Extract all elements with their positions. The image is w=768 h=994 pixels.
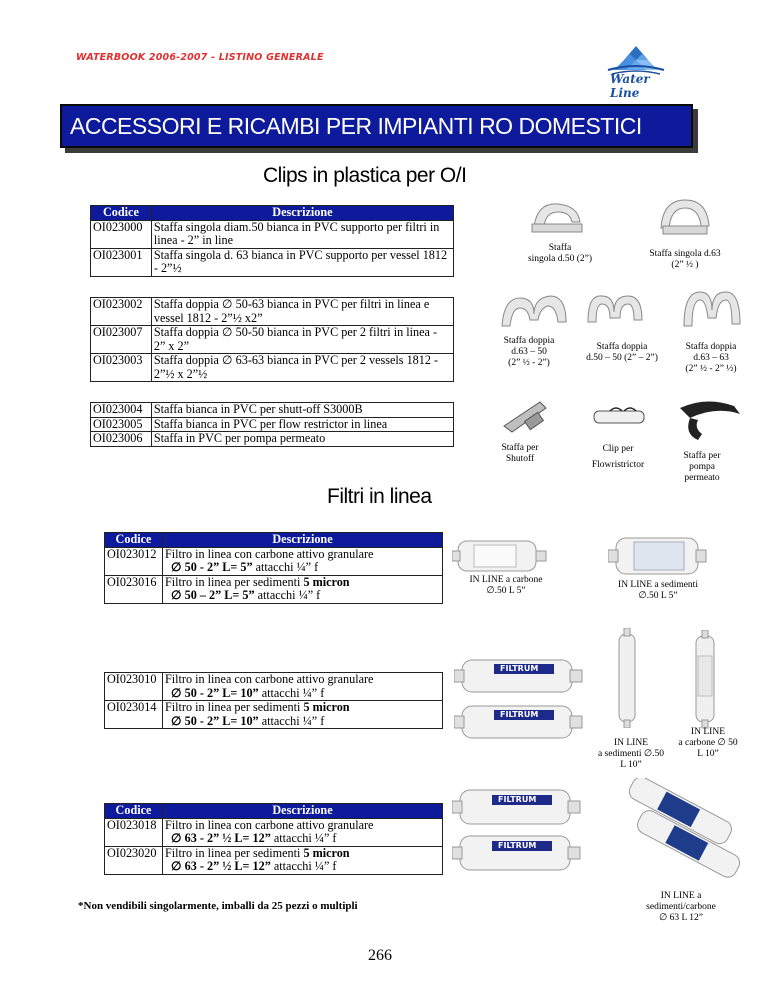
filter-brand-label: FILTRUM	[500, 664, 539, 673]
table-row	[105, 575, 443, 603]
header-title: WATERBOOK 2006-2007 - LISTINO GENERALE	[76, 52, 324, 63]
section-title-clips: Clips in plastica per O/I	[263, 164, 467, 187]
filter-brand-label: FILTRUM	[498, 841, 537, 850]
page-number: 266	[368, 947, 392, 964]
filter-carbon-5-image	[452, 537, 548, 580]
filter-diagonal-12-image	[612, 778, 752, 883]
banner-title: ACCESSORI E RICAMBI PER IMPIANTI RO DOMESTICI	[70, 113, 642, 139]
product-code: OI023005	[91, 417, 152, 432]
product-code: OI023016	[105, 575, 163, 603]
product-desc: Staffa bianca in PVC per flow restrictor in linea	[151, 417, 453, 432]
table-row	[91, 326, 454, 354]
clip-double-63-63-image	[680, 286, 744, 337]
water-line-logo	[600, 44, 672, 100]
filters-table-3	[104, 803, 443, 875]
product-desc: Staffa singola d. 63 bianca in PVC supporto per vessel 1812 - 2”½	[151, 248, 453, 276]
product-code: OI023007	[91, 326, 152, 354]
product-code: OI023010	[105, 673, 163, 701]
clip-pump-image	[676, 392, 746, 449]
filter-brand-10-bottom-image	[454, 702, 584, 747]
caption-clip-double-63-50: Staffa doppia d.63 – 50 (2” ½ - 2”)	[503, 336, 555, 368]
caption-filter-sediment-5: IN LINE a sedimenti ∅.50 L 5”	[618, 580, 698, 601]
product-code: OI023012	[105, 547, 163, 575]
product-code: OI023002	[91, 298, 152, 326]
col-header-code: Codice	[105, 804, 163, 819]
product-code: OI023020	[105, 846, 163, 874]
table-row	[105, 673, 443, 701]
filter-sediment-10-image	[615, 628, 639, 733]
clip-double-50-50-image	[584, 286, 648, 337]
table-row	[91, 403, 454, 418]
page-banner	[60, 104, 693, 148]
clip-flowrestrictor-image	[590, 405, 648, 434]
table-row	[105, 547, 443, 575]
caption-clip-flowrestrictor: Clip per Flowristrictor	[591, 444, 645, 470]
product-desc: Staffa bianca in PVC per shutt-off S3000B	[151, 403, 453, 418]
filter-brand-10-top-image	[454, 656, 584, 701]
product-desc: Filtro in linea con carbone attivo granulare ∅ 50 - 2” L= 10” attacchi ¼” f	[163, 673, 443, 701]
product-code: OI023000	[91, 220, 152, 248]
col-header-desc: Descrizione	[151, 206, 453, 221]
clip-shutoff-image	[500, 396, 550, 441]
table-row	[91, 432, 454, 447]
table-row	[91, 248, 454, 276]
table-row	[105, 818, 443, 846]
product-desc: Filtro in linea per sedimenti 5 micron ∅ 50 - 2” L= 10” attacchi ¼” f	[163, 701, 443, 729]
filter-brand-label: FILTRUM	[498, 795, 537, 804]
table-row	[91, 354, 454, 382]
product-desc: Staffa singola diam.50 bianca in PVC supporto per filtri in linea - 2” in line	[151, 220, 453, 248]
caption-clip-pump: Staffa per pompa permeato	[683, 451, 721, 483]
clips-table-2	[90, 297, 454, 382]
clip-double-63-50-image	[498, 286, 570, 337]
footer-note: *Non vendibili singolarmente, imballi da 25 pezzi o multipli	[78, 900, 358, 912]
section-title-filters: Filtri in linea	[327, 485, 432, 508]
clip-single-63-image	[655, 196, 717, 243]
table-row	[91, 417, 454, 432]
col-header-code: Codice	[91, 206, 152, 221]
product-desc: Staffa in PVC per pompa permeato	[151, 432, 453, 447]
logo-text: Water Line	[610, 72, 650, 100]
product-desc: Filtro in linea per sedimenti 5 micron ∅ 63 - 2” ½ L= 12” attacchi ¼” f	[163, 846, 443, 874]
caption-clip-single-63: Staffa singola d.63 (2” ½ )	[649, 249, 721, 270]
filter-carbon-10-image	[692, 630, 718, 735]
product-code: OI023014	[105, 701, 163, 729]
product-desc: Filtro in linea con carbone attivo granulare ∅ 63 - 2” ½ L= 12” attacchi ¼” f	[163, 818, 443, 846]
caption-clip-double-63-63: Staffa doppia d.63 – 63 (2” ½ - 2” ½)	[685, 342, 737, 374]
product-code: OI023003	[91, 354, 152, 382]
table-row	[91, 298, 454, 326]
product-code: OI023006	[91, 432, 152, 447]
product-desc: Staffa doppia ∅ 50-50 bianca in PVC per 2 filtri in linea - 2” x 2”	[151, 326, 453, 354]
caption-filter-carbon-5: IN LINE a carbone ∅.50 L 5”	[469, 575, 543, 596]
clips-table-3	[90, 402, 454, 447]
product-code: OI023004	[91, 403, 152, 418]
table-row	[105, 846, 443, 874]
filter-brand-12-bottom-image	[452, 832, 582, 879]
table-row	[105, 701, 443, 729]
filters-table-1	[104, 532, 443, 604]
filters-table-2	[104, 672, 443, 729]
product-code: OI023018	[105, 818, 163, 846]
caption-filter-12: IN LINE a sedimenti/carbone ∅ 63 L 12”	[646, 891, 716, 923]
col-header-desc: Descrizione	[163, 804, 443, 819]
caption-clip-single-50: Staffa singola d.50 (2”)	[527, 243, 593, 264]
product-desc: Filtro in linea per sedimenti 5 micron ∅ 50 – 2” L= 5” attacchi ¼” f	[163, 575, 443, 603]
product-desc: Staffa doppia ∅ 50-63 bianca in PVC per filtri in linea e vessel 1812 - 2”½ x2”	[151, 298, 453, 326]
filter-brand-label: FILTRUM	[500, 710, 539, 719]
product-code: OI023001	[91, 248, 152, 276]
product-desc: Filtro in linea con carbone attivo granulare ∅ 50 - 2” L= 5” attacchi ¼” f	[163, 547, 443, 575]
col-header-code: Codice	[105, 533, 163, 548]
caption-filter-carbon-10: IN LINE a carbone ∅ 50 L 10”	[678, 727, 738, 759]
caption-filter-sediment-10: IN LINE a sedimenti ∅.50 L 10”	[597, 738, 665, 770]
col-header-desc: Descrizione	[163, 533, 443, 548]
clip-single-50-image	[528, 196, 590, 243]
product-desc: Staffa doppia ∅ 63-63 bianca in PVC per 2 vessels 1812 - 2”½ x 2”½	[151, 354, 453, 382]
table-row	[91, 220, 454, 248]
filter-sediment-5-image	[608, 534, 708, 583]
filter-brand-12-top-image	[452, 786, 582, 833]
caption-clip-shutoff: Staffa per Shutoff	[501, 443, 539, 464]
clips-table-1	[90, 205, 454, 277]
caption-clip-double-50-50: Staffa doppia d.50 – 50 (2” – 2”)	[586, 342, 658, 363]
